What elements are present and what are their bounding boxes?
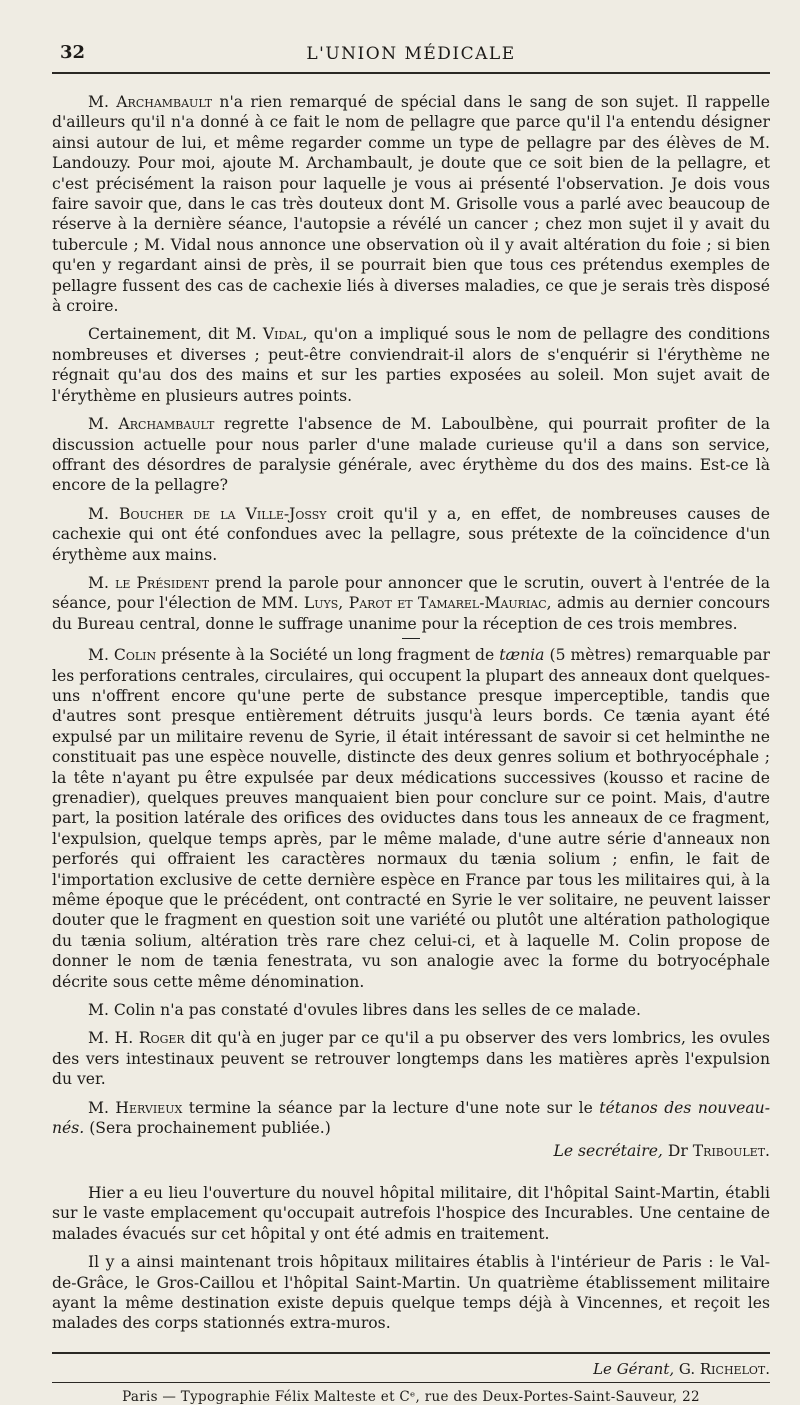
journal-title: L'UNION MÉDICALE: [306, 44, 516, 64]
printer-imprint: Paris — Typographie Félix Malteste et Cᵉ, rue des Deux-Portes-Saint-Sauveur, 22: [122, 1388, 700, 1405]
speaker-name: M. le Président: [88, 573, 210, 592]
paragraph-colin: M. Colin présente à la Société un long fragment de tænia (5 mètres) remarquable par les perforations centrales, circulaires, qui occupent la plupart des anneaux dont quelques-uns n'offrent encore qu'une perte de substance presque imperceptible, tandis que d'autres sont presque entièrement détruits jusqu'à leurs bords. Ce tænia ayant été expulsé par un militaire revenu de Syrie, il était intéressant de savoir si cet helminthe ne constituait pas une espèce nouvelle, distincte des deux genres solium et bothryocéphale ; la tête n'ayant pu être expulsée par deux médications successives (kousso et racine de grenadier), quelques preuves manquaient bien pour conclure sur ce point. Mais, d'autre part, la position latérale des orifices des oviductes dans tous les anneaux de ce fragment, l'expulsion, quelque temps après, par le même malade, d'une autre série d'anneaux non perforés qui offraient les caractères normaux du tænia solium ; enfin, le fait de l'importation exclusive de cette dernière espèce en France par tous les militaires qui, à la même époque que le précédent, ont contracté en Syrie le ver solitaire, ne peuvent laisser douter que le fragment en question soit une variété ou plutôt une altération pathologique du tænia solium, altération très rare chez celui-ci, et à laquelle M. Colin propose de donner le nom de tænia fenestrata, vu son analogie avec la forme du botryocéphale décrite sous cette même dénomination.: [52, 646, 771, 991]
paragraph-boucher: M. Boucher de la Ville-Jossy croit qu'il y a, en effet, de nombreuses causes de cachexie qui ont été confondues avec la pellagre, sous prétexte de la coïncidence d'un érythème aux mains.: [52, 504, 771, 564]
speaker-name: M. Colin: [88, 646, 157, 665]
page-header: [52, 38, 770, 68]
paragraph-military-hospitals: Il y a ainsi maintenant trois hôpitaux militaires établis à l'intérieur de Paris : le Val-de-Grâce, le Gros-Caillou et l'hôpital Saint-Martin. Un quatrième établissement militaire ayant la même destination existe depuis quelque temps déjà à Vincennes, et reçoit les malades des corps stationnés extra-muros.: [52, 1253, 770, 1333]
paragraph-roger: M. H. Roger dit qu'à en juger par ce qu'il a pu observer des vers lombrics, les ovules des vers intestinaux peuvent se retrouver longtemps dans les matières après l'expulsion du ver.: [52, 1029, 770, 1089]
paragraph-colin-ovules: M. Colin n'a pas constaté d'ovules libres dans les selles de ce malade.: [88, 1001, 641, 1020]
article-body: [52, 92, 770, 1334]
speaker-name: M. Boucher de la Ville-Jossy: [88, 504, 327, 523]
gerant-signature: Le Gérant, G. Richelot.: [593, 1359, 770, 1378]
paragraph-hervieux: M. Hervieux termine la séance par la lecture d'une note sur le tétanos des nouveau-nés. (Sera prochainement publiée.): [52, 1098, 770, 1138]
footer-rule-thin: [52, 1382, 770, 1383]
paragraph-vidal: Certainement, dit M. Vidal, qu'on a impliqué sous le nom de pellagre des conditions nombreuses et diverses ; peut-être conviendrait-il alors de s'enquérir si l'érythème ne régnait qu'au dos des mains et sur les parties exposées au soleil. Mon sujet avait de l'érythème en plusieurs autres points.: [52, 325, 770, 405]
speaker-name: M. H. Roger: [88, 1029, 185, 1048]
secretary-signature: Le secrétaire, Dr Triboulet.: [553, 1141, 770, 1160]
section-gap: [52, 1161, 770, 1183]
paragraph-hospital-opening: Hier a eu lieu l'ouverture du nouvel hôpital militaire, dit l'hôpital Saint-Martin, établi sur le vaste emplacement qu'occupait autrefois l'hospice des Incurables. Une centaine de malades évacués sur cet hôpital y ont été admis en traitement.: [52, 1183, 770, 1243]
paragraph-archambault-1: M. Archambault n'a rien remarqué de spécial dans le sang de son sujet. Il rappelle d'ailleurs qu'il n'a donné à ce fait le nom de pellagre que parce qu'il l'a entendu désigner ainsi autour de lui, et même regarder comme un type de pellagre par des élèves de M. Landouzy. Pour moi, ajoute M. Archambault, je doute que ce soit bien de la pellagre, et c'est précisément la raison pour laquelle je vous ai présenté l'observation. Je dois vous faire savoir que, dans le cas très douteux dont M. Grisolle vous a parlé avec beaucoup de réserve à la dernière séance, l'autopsie a révélé un cancer ; chez mon sujet il y avait du tubercule ; M. Vidal nous annonce une observation où il y avait altération du foie ; si bien qu'en y regardant ainsi de près, il se pourrait bien que tous ces prétendus exemples de pellagre fussent des cas de cachexie liés à diverses maladies, ce que je serais très disposé à croire.: [52, 93, 770, 316]
paragraph-president: M. le Président prend la parole pour annoncer que le scrutin, ouvert à l'entrée de la séance, pour l'élection de MM. Luys, Parot et Tamarel-Mauriac, admis au dernier concours du Bureau central, donne le suffrage unanime pour la réception de ces trois membres.: [52, 573, 771, 633]
paragraph-archambault-2: M. Archambault regrette l'absence de M. Laboulbène, qui pourrait profiter de la discussion actuelle pour nous parler d'une malade curieuse qu'il a dans son service, offrant des désordres de paralysie générale, avec érythème du dos des mains. Est-ce là encore de la pellagre?: [52, 415, 770, 495]
speaker-name: M. Hervieux: [88, 1098, 183, 1117]
elected-members: Luys, Parot et Tamarel-Mauriac: [303, 594, 547, 613]
section-separator: [402, 638, 420, 639]
speaker-name: M. Archambault: [88, 93, 213, 111]
page-number: 32: [60, 42, 86, 63]
header-rule: [52, 72, 770, 74]
speaker-name: M. Archambault: [88, 415, 215, 434]
speaker-name: M. Vidal: [235, 325, 303, 344]
